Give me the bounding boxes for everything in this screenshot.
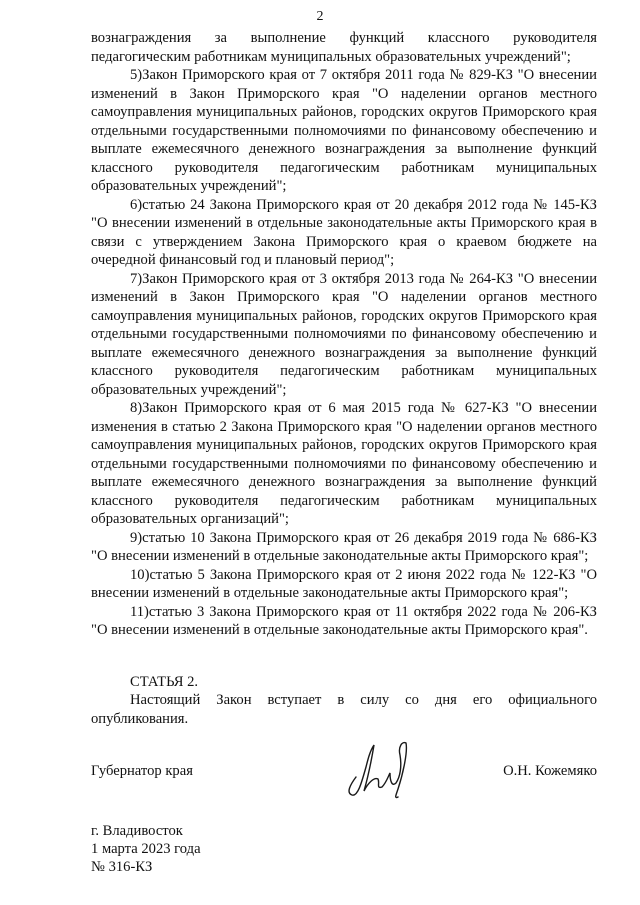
document-body (91, 29, 597, 728)
paragraph: 7)Закон Приморского края от 3 октября 2013 года № 264-КЗ "О внесении изменений в Закон Приморского края "О наделении органов местного самоуправления муниципальных районов, городских округов Приморского края отдельными государственными полномочиями по финансовому обеспечению и выплате ежемесячного денежного вознаграждения за выполнение функций классного руководителя педагогическим работникам муниципальных образовательных учреждений"; (91, 270, 597, 398)
paragraph-list (91, 29, 597, 640)
paragraph: 8)Закон Приморского края от 6 мая 2015 года № 627-КЗ "О внесении изменения в статью 2 Закона Приморского края "О наделении органов местного самоуправления муниципальных районов, городских округов Приморского края отдельными государственными полномочиями по финансовому обеспечению и выплате ежемесячного денежного вознаграждения за выполнение функций классного руководителя педагогическим работникам муниципальных образовательных организаций"; (91, 400, 597, 527)
document-footer (91, 822, 201, 876)
article-text: Настоящий Закон вступает в силу со дня его официального опубликования. (91, 692, 597, 727)
governor-label: Губернатор края (91, 763, 193, 779)
footer-date: 1 марта 2023 года (91, 841, 201, 857)
paragraph: 11)статью 3 Закона Приморского края от 11 октября 2022 года № 206-КЗ "О внесении изменений в отдельные законодательные акты Приморского края". (91, 603, 597, 638)
paragraph: вознаграждения за выполнение функций классного руководителя педагогическим работникам муниципальных образовательных учреждений"; (91, 30, 597, 65)
paragraph: 6)статью 24 Закона Приморского края от 20 декабря 2012 года № 145-КЗ "О внесении изменений в отдельные законодательные акты Приморского края в связи с утверждением Закона Приморского края о краевом бюджете на очередной финансовый год и плановый период"; (91, 196, 597, 268)
handwritten-signature (328, 737, 424, 803)
paragraph: 5)Закон Приморского края от 7 октября 2011 года № 829-КЗ "О внесении изменений в Закон Приморского края "О наделении органов местного самоуправления муниципальных районов, городских округов Приморского края отдельными государственными полномочиями по финансовому обеспечению и выплате ежемесячного денежного вознаграждения за выполнение функций классного руководителя педагогическим работникам муниципальных образовательных учреждений"; (91, 67, 597, 194)
footer-number: № 316-КЗ (91, 859, 153, 875)
footer-city: г. Владивосток (91, 823, 183, 839)
paragraph: 10)статью 5 Закона Приморского края от 2 июня 2022 года № 122-КЗ "О внесении изменений в отдельные законодательные акты Приморского края"; (91, 566, 597, 601)
page-number: 2 (316, 9, 324, 24)
article-heading: СТАТЬЯ 2. (130, 673, 199, 690)
governor-name: О.Н. Кожемяко (503, 763, 597, 779)
paragraph: 9)статью 10 Закона Приморского края от 26 декабря 2019 года № 686-КЗ "О внесении изменений в отдельные законодательные акты Приморского края"; (91, 529, 597, 564)
